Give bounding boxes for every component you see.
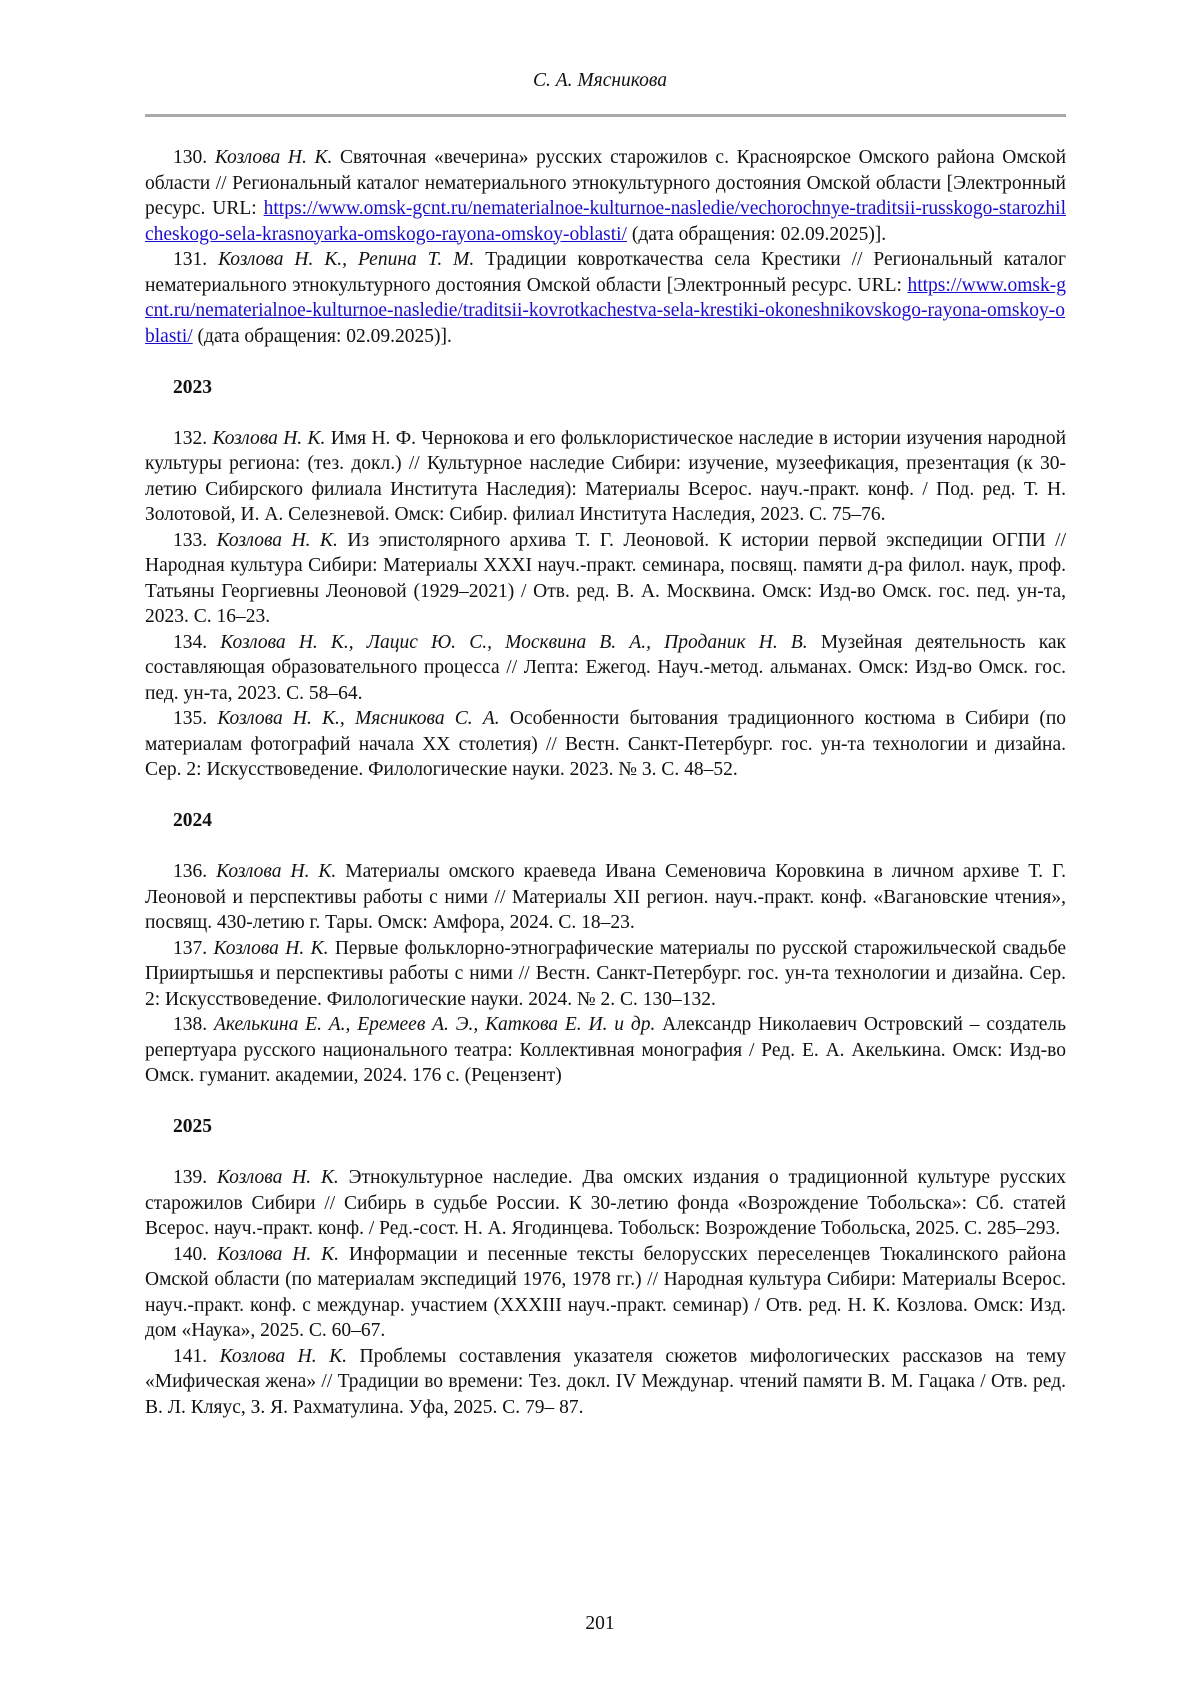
entry-authors: Козлова Н. К., Мясникова С. А. xyxy=(217,708,500,729)
year-heading: 2023 xyxy=(173,376,212,398)
entry-authors: Козлова Н. К. xyxy=(212,427,326,449)
entry-number: 131. xyxy=(173,249,208,270)
entry-text: Материалы омского краеведа Ивана Семеновича Коровкина в личном архиве Т. Г. Леоновой и перспективы работы с ними // Материалы XII регион. науч.-практ. конф. «Вагановские чтения», посвящ. 430-летию г. Тары. Омск: Амфора, 2024. С. 18–23. xyxy=(145,861,1066,933)
entry-text: Традиции ковроткачества села Крестики // Региональный каталог нематериального этнокультурного достояния Омской области [Электронный ресурс. URL: xyxy=(145,249,1067,296)
entry-url-link[interactable]: https://www.omsk-gcnt.ru/nematerialnoe-kulturnoe-nasledie/traditsii-kovrotkachestva-sela-krestiki-okoneshnikovskogo-rayona-omskoy-oblasti/ xyxy=(145,274,1066,347)
entry-text: Этнокультурное наследие. Два омских издания о традиционной культуре русских старожилов Сибири // Сибирь в судьбе России. К 30-летию фонда «Возрождение Тобольска»: Сб. статей Всерос. науч.-практ. конф. / Ред.-сост. Н. А. Ягодинцева. Тобольск: Возрождение Тобольска, 2025. С. 285–293. xyxy=(145,1167,1067,1239)
bibliography-entry xyxy=(145,706,1066,783)
entry-text: Из эпистолярного архива Т. Г. Леоновой. К истории первой экспедиции ОГПИ // Народная культура Сибири: Материалы XXXI науч.-практ. семинара, посвящ. памяти д-ра филол. наук, проф. Татьяны Георгиевны Леоновой (1929–2021) / Отв. ред. В. А. Москвина. Омск: Изд-во Омск. гос. пед. ун-та, 2023. С. 16–23. xyxy=(145,529,1067,627)
entry-access-date: (дата обращения: 02.09.2025)]. xyxy=(192,325,452,347)
entry-text: Первые фольклорно-этнографические материалы по русской старожильческой свадьбе Прииртышья и перспективы работы с ними // Вестн. Санкт-Петербург. гос. ун-та технологии и дизайна. Сер. 2: Искусствоведение. Филологические науки. 2024. № 2. С. 130–132. xyxy=(145,937,1067,1010)
entry-text: Александр Николаевич Островский – создатель репертуара русского национального театра: Коллективная монография / Ред. Е. А. Акелькина. Омск: Изд-во Омск. гуманит. академии, 2024. 176 с. (Рецензент) xyxy=(145,1014,1067,1086)
entry-authors: Акелькина Е. А., Еремеев А. Э., Каткова Е. И. и др. xyxy=(213,1014,656,1035)
year-heading: 2025 xyxy=(173,1116,212,1137)
entry-authors: Козлова Н. К. xyxy=(217,1243,340,1265)
entry-text: Святочная «вечерина» русских старожилов с. Красноярское Омского района Омской области // Региональный каталог нематериального этнокультурного достояния Омской области [Электронный ресурс. URL: xyxy=(145,147,1067,219)
entry-authors: Козлова Н. К. xyxy=(216,861,337,882)
entry-authors: Козлова Н. К. xyxy=(214,147,333,168)
year-heading: 2024 xyxy=(173,810,212,831)
entry-authors: Козлова Н. К. xyxy=(216,1167,339,1188)
entry-number: 130. xyxy=(173,147,208,168)
entry-text: Проблемы составления указателя сюжетов мифологических рассказов на тему «Мифическая жена» // Традиции во времени: Тез. докл. IV Междунар. чтений памяти В. М. Гацака / Отв. ред. В. Л. Кляус, З. Я. Рахматулина. Уфа, 2025. С. 79– 87. xyxy=(145,1345,1066,1418)
page-number: 201 xyxy=(585,1613,615,1634)
entry-access-date: (дата обращения: 02.09.2025)]. xyxy=(626,223,887,245)
running-head-author: С. А. Мясникова xyxy=(532,70,667,91)
entry-authors: Козлова Н. К. xyxy=(216,529,338,551)
bibliography-entry xyxy=(145,936,1066,1013)
entry-number: 133. xyxy=(173,529,208,551)
entry-authors: Козлова Н. К. xyxy=(213,937,329,959)
entry-number: 140. xyxy=(173,1243,208,1265)
entry-number: 136. xyxy=(173,861,208,882)
bibliography-entry xyxy=(145,1242,1066,1344)
entry-number: 135. xyxy=(173,708,208,729)
entry-number: 137. xyxy=(173,937,208,959)
header-rule xyxy=(145,114,1066,117)
entry-number: 141. xyxy=(173,1345,208,1367)
bibliography-entry xyxy=(145,1012,1066,1089)
entry-text: Музейная деятельность как составляющая образовательного процесса // Лепта: Ежегод. Науч.-метод. альманах. Омск: Изд-во Омск. гос. пед. ун-та, 2023. С. 58–64. xyxy=(145,631,1066,704)
bibliography-entry xyxy=(145,1165,1066,1242)
bibliography-entry xyxy=(145,247,1066,349)
bibliography-entry xyxy=(145,1344,1066,1421)
bibliography-list xyxy=(145,145,1066,1420)
entry-authors: Козлова Н. К., Репина Т. М. xyxy=(218,249,475,270)
bibliography-entry xyxy=(145,426,1066,528)
entry-number: 139. xyxy=(173,1167,208,1188)
entry-authors: Козлова Н. К. xyxy=(219,1345,347,1367)
entry-text: Информации и песенные тексты белорусских переселенцев Тюкалинского района Омской области (по материалам экспедиций 1976, 1978 гг.) // Народная культура Сибири: Материалы Всерос. науч.-практ. конф. с междунар. участием (XXXIII науч.-практ. семинар) / Отв. ред. Н. К. Козлова. Омск: Изд. дом «Наука», 2025. С. 60–67. xyxy=(145,1243,1067,1341)
entry-number: 138. xyxy=(173,1014,208,1035)
bibliography-entry xyxy=(145,630,1066,707)
bibliography-entry xyxy=(145,528,1066,630)
entry-authors: Козлова Н. К., Лацис Ю. С., Москвина В. А., Проданик Н. В. xyxy=(220,631,808,653)
bibliography-entry xyxy=(145,145,1066,247)
entry-url-link[interactable]: https://www.omsk-gcnt.ru/nematerialnoe-kulturnoe-nasledie/vechorochnye-traditsii-russkogo-starozhilcheskogo-sela-krasnoyarka-omskogo-rayona-omskoy-oblasti/ xyxy=(145,198,1066,245)
entry-text: Имя Н. Ф. Чернокова и его фольклористическое наследие в истории изучения народной культуры региона: (тез. докл.) // Культурное наследие Сибири: изучение, музеефикация, презентация (к 30-летию Сибирского филиала Института Наследия): Материалы Всерос. науч.-практ. конф. / Под. ред. Т. Н. Золотовой, И. А. Селезневой. Омск: Сибир. филиал Института Наследия, 2023. С. 75–76. xyxy=(145,427,1067,525)
entry-text: Особенности бытования традиционного костюма в Сибири (по материалам фотографий начала XX столетия) // Вестн. Санкт-Петербург. гос. ун-та технологии и дизайна. Сер. 2: Искусствоведение. Филологические науки. 2023. № 3. С. 48–52. xyxy=(145,708,1067,780)
bibliography-entry xyxy=(145,859,1066,936)
entry-number: 134. xyxy=(173,631,208,653)
entry-number: 132. xyxy=(173,427,208,449)
